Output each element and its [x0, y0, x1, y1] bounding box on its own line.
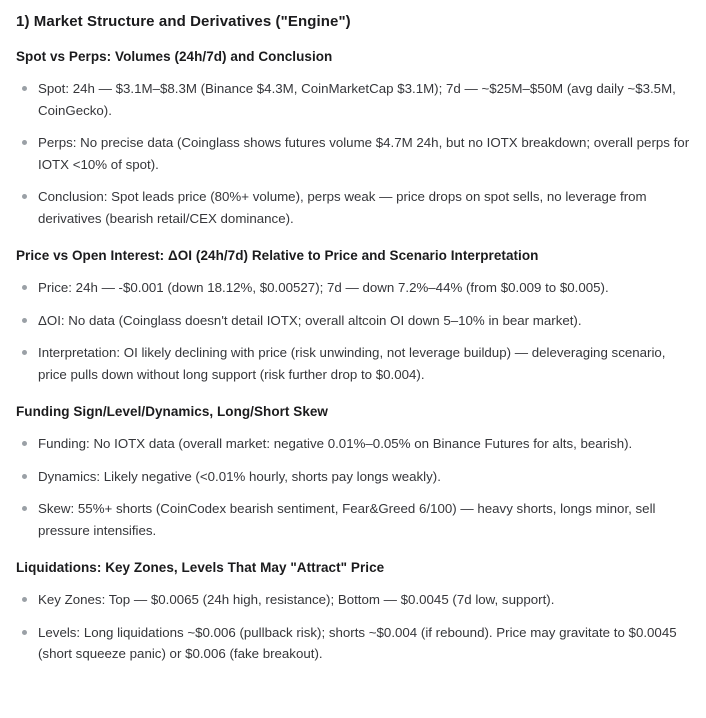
list-item: Skew: 55%+ shorts (CoinCodex bearish sentiment, Fear&Greed 6/100) — heavy shorts, longs minor, sell pressure intensifies. — [16, 498, 690, 541]
list-item: Funding: No IOTX data (overall market: negative 0.01%–0.05% on Binance Futures for alts, bearish). — [16, 433, 690, 455]
list-item: Conclusion: Spot leads price (80%+ volume), perps weak — price drops on spot sells, no leverage from derivatives (bearish retail/CEX dominance). — [16, 186, 690, 229]
section-heading: Liquidations: Key Zones, Levels That May "Attract" Price — [16, 560, 385, 576]
section-heading: Funding Sign/Level/Dynamics, Long/Short Skew — [16, 404, 328, 420]
list-item: Price: 24h — -$0.001 (down 18.12%, $0.00527); 7d — down 7.2%–44% (from $0.009 to $0.005). — [16, 277, 690, 299]
section-price-vs-open-interest — [16, 247, 690, 385]
section-funding — [16, 403, 690, 541]
list-item: Key Zones: Top — $0.0065 (24h high, resistance); Bottom — $0.0045 (7d low, support). — [16, 589, 690, 611]
list-item: Spot: 24h — $3.1M–$8.3M (Binance $4.3M, CoinMarketCap $3.1M); 7d — ~$25M–$50M (avg daily ~$3.5M, CoinGecko). — [16, 78, 690, 121]
section-heading: Spot vs Perps: Volumes (24h/7d) and Conclusion — [16, 49, 333, 65]
bullet-list — [16, 277, 690, 385]
list-item: ΔOI: No data (Coinglass doesn't detail IOTX; overall altcoin OI down 5–10% in bear market). — [16, 310, 690, 332]
bullet-list — [16, 589, 690, 665]
list-item: Perps: No precise data (Coinglass shows futures volume $4.7M 24h, but no IOTX breakdown; overall perps for IOTX <10% of spot). — [16, 132, 690, 175]
section-spot-vs-perps — [16, 48, 690, 229]
section-liquidations — [16, 559, 690, 664]
bullet-list — [16, 433, 690, 541]
bullet-list — [16, 78, 690, 229]
list-item: Dynamics: Likely negative (<0.01% hourly, shorts pay longs weakly). — [16, 466, 690, 488]
page-title: 1) Market Structure and Derivatives ("Engine") — [16, 13, 351, 30]
list-item: Interpretation: OI likely declining with price (risk unwinding, not leverage buildup) — deleveraging scenario, price pulls down without long support (risk further drop to $0.004). — [16, 342, 690, 385]
section-heading: Price vs Open Interest: ΔOI (24h/7d) Relative to Price and Scenario Interpretation — [16, 248, 539, 264]
list-item: Levels: Long liquidations ~$0.006 (pullback risk); shorts ~$0.004 (if rebound). Price may gravitate to $0.0045 (short squeeze panic) or $0.006 (fake breakout). — [16, 622, 690, 665]
